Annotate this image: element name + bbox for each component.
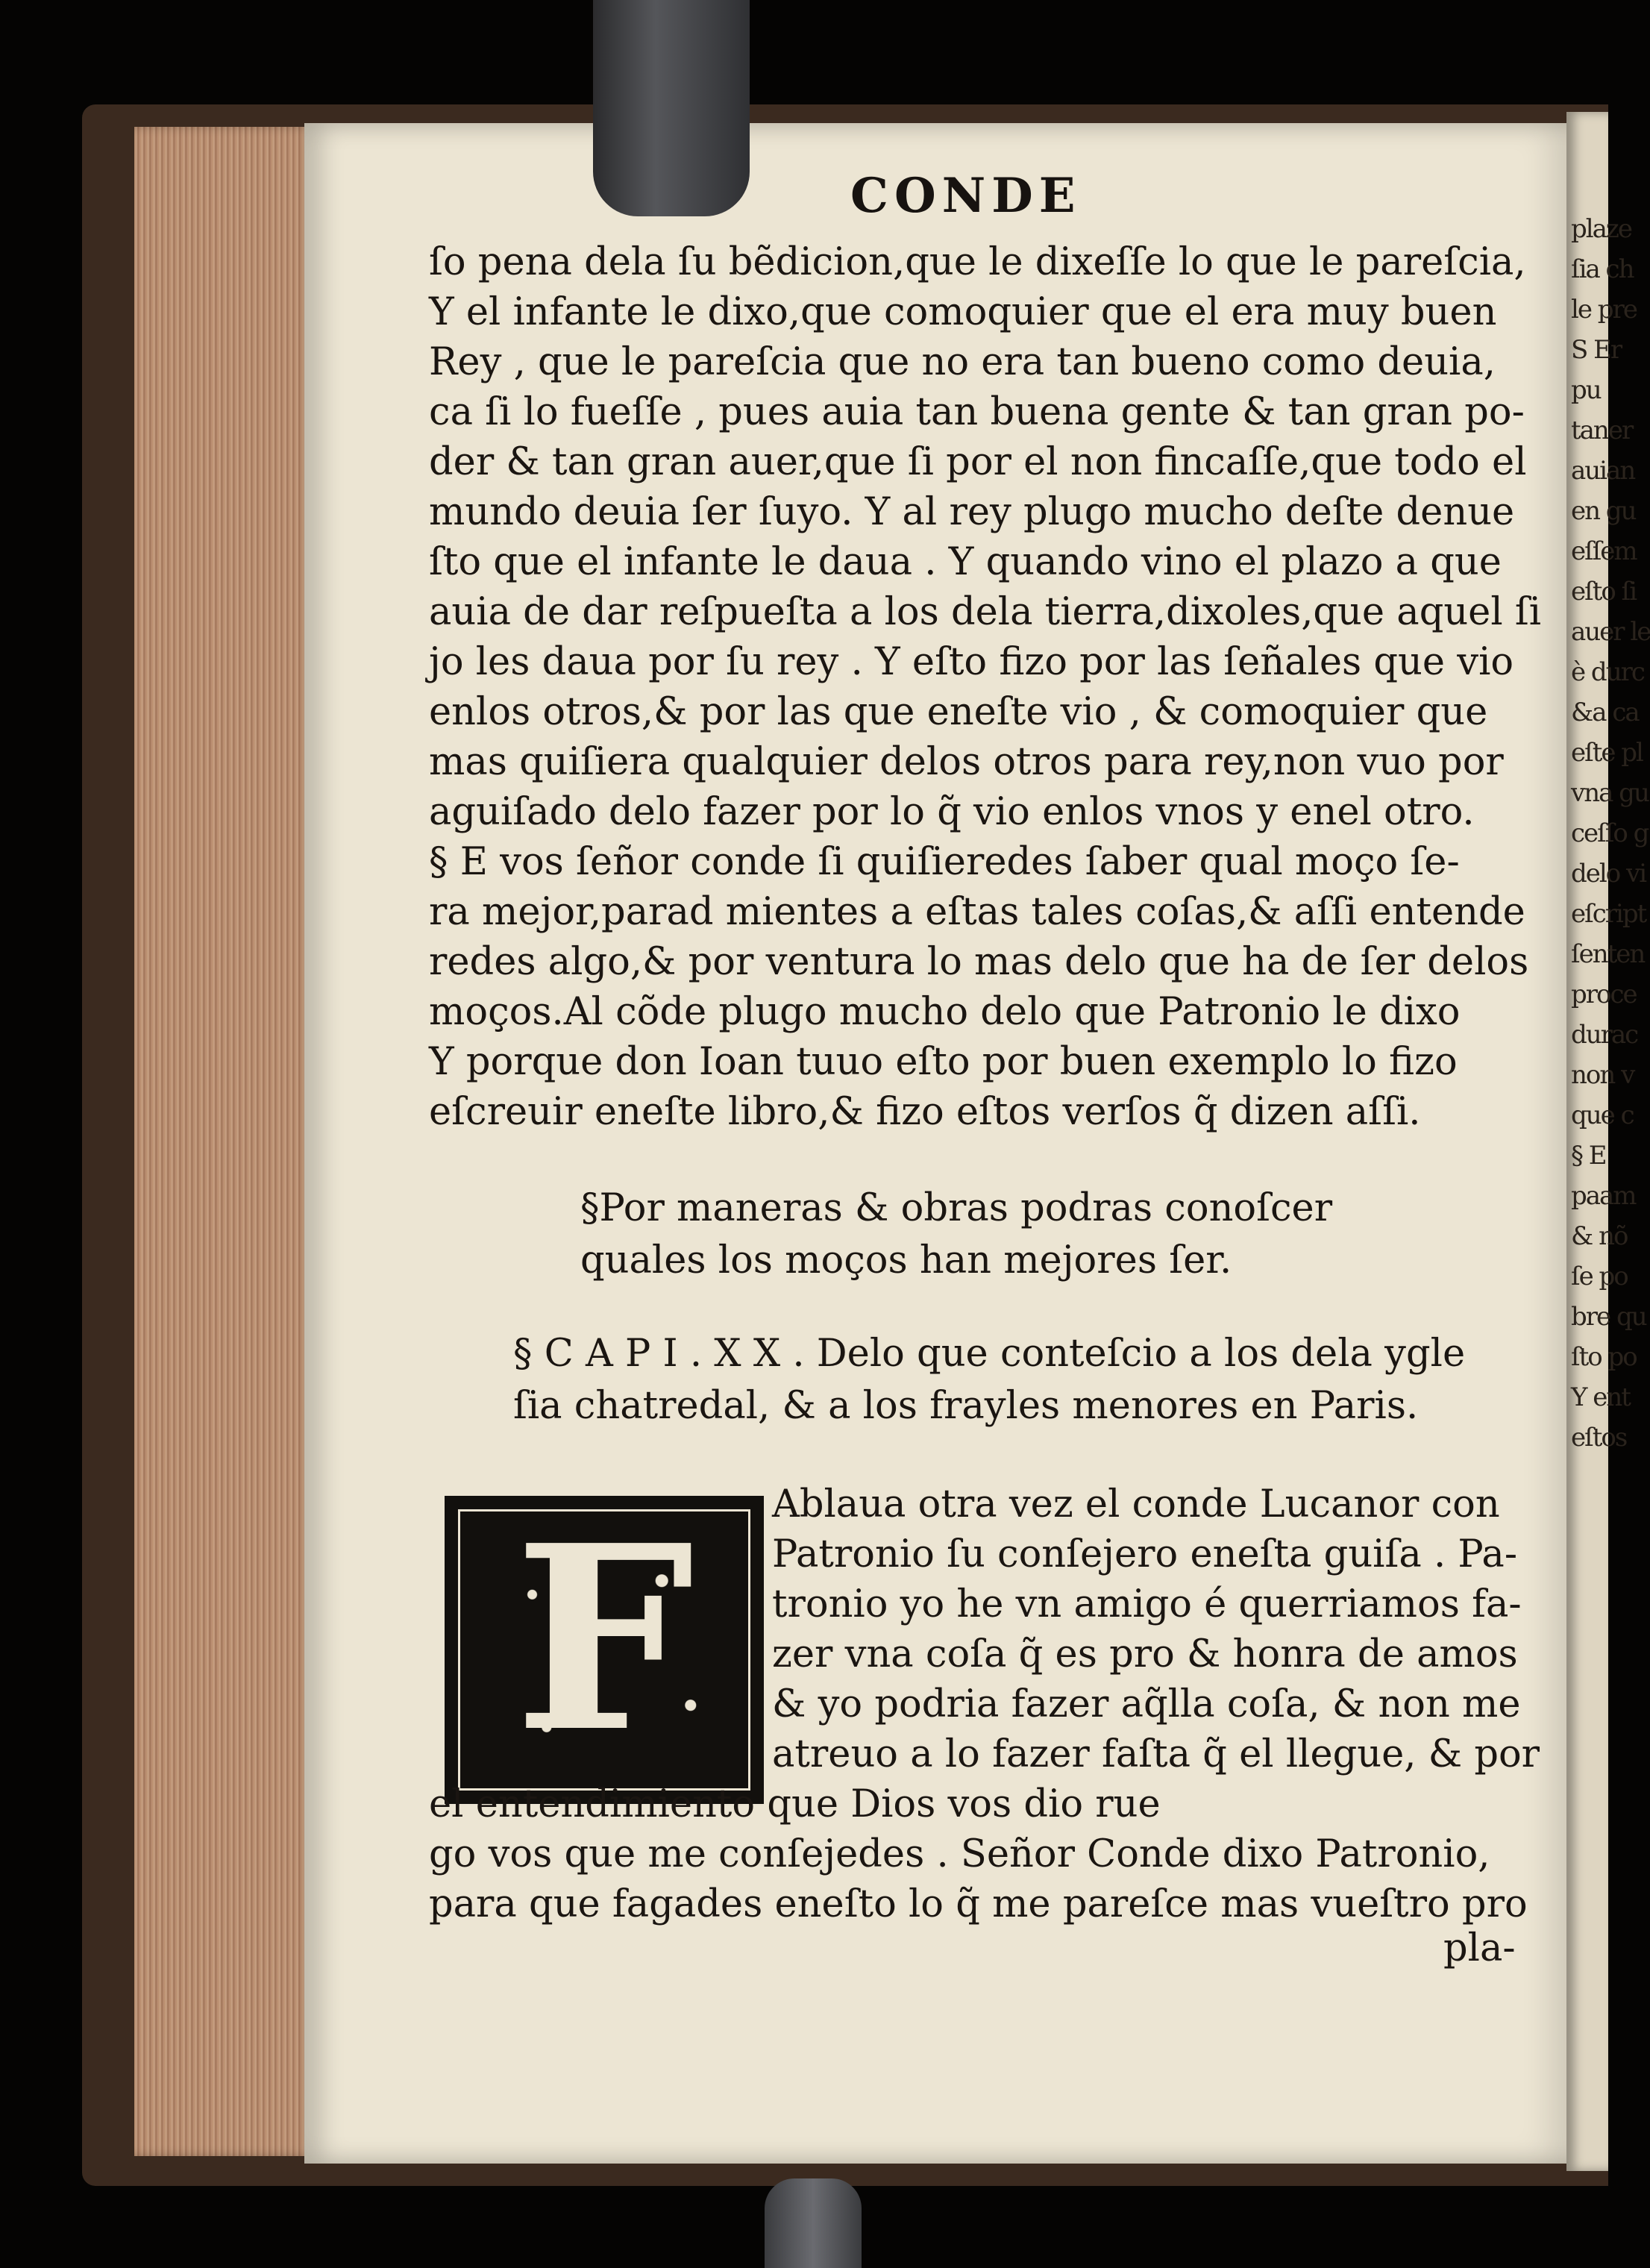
text-line: Patronio ſu conſejero eneſta guiſa . Pa- <box>772 1532 1518 1576</box>
text-line: ſto que el infante le daua . Y quando vino el plazo a que <box>429 540 1502 584</box>
page-clip-bottom <box>765 2178 862 2268</box>
facing-line: Y ent <box>1571 1382 1630 1412</box>
facing-line: S Er <box>1571 335 1622 365</box>
text-line: jo les daua por ſu rey . Y eſto fizo por las ſeñales que vio <box>429 640 1514 684</box>
facing-line: auian <box>1571 456 1635 486</box>
facing-line: eſto ſi <box>1571 577 1637 607</box>
facing-line: eſſem <box>1571 536 1637 566</box>
text-line: tronio yo he vn amigo é querriamos fa- <box>772 1582 1522 1626</box>
facing-line: plaze <box>1571 214 1631 244</box>
chapter-line: ſia chatredal, & a los frayles menores en Paris. <box>513 1384 1419 1428</box>
facing-line: taner <box>1571 416 1633 445</box>
text-line: enlos otros,& por las que eneſte vio , & comoquier que <box>429 690 1488 734</box>
text-line: atreuo a lo fazer faſta q̃ el llegue, & por <box>772 1732 1540 1776</box>
chapter-heading <box>513 1328 1465 1432</box>
facing-line: ſia ch <box>1571 254 1634 284</box>
text-line: para que fagades eneſto lo q̃ me pareſce mas vueſtro pro <box>429 1882 1528 1926</box>
facing-line: paam <box>1571 1181 1636 1211</box>
text-line: redes algo,& por ventura lo mas delo que ha de ſer delos <box>429 940 1529 984</box>
facing-line: § E <box>1571 1141 1606 1171</box>
decorated-initial <box>445 1491 764 1804</box>
text-line: zer vna coſa q̃ es pro & honra de amos <box>772 1632 1518 1676</box>
facing-line: pu <box>1571 375 1601 405</box>
text-line: el entendimiento que Dios vos dio rue <box>429 1782 1161 1826</box>
facing-line: le pre <box>1571 295 1637 325</box>
facing-line: eſcript <box>1571 899 1646 929</box>
facing-line: durac <box>1571 1020 1638 1050</box>
facing-line: eſtos <box>1571 1423 1627 1453</box>
text-line: Y porque don Ioan tuuo eſto por buen exemplo lo fizo <box>429 1040 1458 1084</box>
text-line: moços.Al cõde plugo mucho delo que Patronio le dixo <box>429 990 1461 1034</box>
catchword: pla- <box>1443 1926 1516 1970</box>
text-line: mas quiſiera qualquier delos otros para rey,non vuo por <box>429 740 1504 784</box>
closing-text-block <box>429 1779 1528 1929</box>
main-text-block <box>429 237 1542 1137</box>
text-line: Rey , que le pareſcia que no era tan bueno como deuia, <box>429 340 1496 384</box>
facing-line: & nõ <box>1571 1221 1628 1251</box>
facing-line: ceſſo g <box>1571 818 1649 848</box>
facing-line: que c <box>1571 1100 1634 1130</box>
facing-line: è durc <box>1571 657 1644 687</box>
text-line: eſcreuir eneſte libro,& fizo eſtos verſos q̃ dizen aſſi. <box>429 1090 1421 1134</box>
facing-line: ſe po <box>1571 1262 1628 1291</box>
facing-line: vna gu <box>1571 778 1649 808</box>
text-line: der & tan gran auer,que ſi por el non fincaſſe,que todo el <box>429 440 1527 484</box>
text-line: aguiſado delo fazer por lo q̃ vio enlos vnos y enel otro. <box>429 790 1475 834</box>
facing-line: en gu <box>1571 496 1636 526</box>
text-line: ra mejor,parad mientes a eſtas tales coſas,& aſſi entende <box>429 890 1525 934</box>
text-line: & yo podria fazer aq̃lla coſa, & non me <box>772 1682 1521 1726</box>
text-line: ca ſi lo fueſſe , pues auia tan buena gente & tan gran po- <box>429 390 1525 434</box>
facing-line: &a ca <box>1571 698 1639 727</box>
page-edges <box>134 127 313 2156</box>
text-line: mundo deuia ſer ſuyo. Y al rey plugo mucho deſte denue <box>429 490 1515 534</box>
facing-line: eſte pl <box>1571 738 1643 768</box>
running-head: CONDE <box>850 168 1082 224</box>
verse-block <box>580 1182 1332 1287</box>
facing-line: delo vi <box>1571 859 1646 889</box>
facing-page-text <box>1566 209 1650 1458</box>
chapter-line: § C A P I . X X . Delo que conteſcio a los dela ygle <box>513 1332 1466 1376</box>
text-line: Ablaua otra vez el conde Lucanor con <box>772 1482 1500 1526</box>
facing-line: bre qu <box>1571 1302 1646 1332</box>
page-clip-top <box>593 0 750 216</box>
facing-line: non v <box>1571 1060 1634 1090</box>
verse-line: §Por maneras & obras podras conoſcer <box>580 1186 1333 1230</box>
facing-line: ſenten <box>1571 939 1645 969</box>
text-line: auia de dar reſpueſta a los dela tierra,dixoles,que aquel ſi <box>429 590 1542 634</box>
text-line: § E vos ſeñor conde ſi quiſieredes ſaber qual moço ſe- <box>429 840 1460 884</box>
verse-line: quales los moços han mejores ſer. <box>580 1238 1232 1282</box>
facing-line: ſto po <box>1571 1342 1637 1372</box>
text-line: ſo pena dela ſu bẽdicion,que le dixeſſe lo que le pareſcia, <box>429 240 1526 284</box>
facing-page-edge <box>1566 112 1650 2171</box>
initial-side-text <box>772 1479 1540 1779</box>
facing-line: auer le <box>1571 617 1650 647</box>
facing-line: proce <box>1571 980 1637 1009</box>
text-line: Y el infante le dixo,que comoquier que el era muy buen <box>429 290 1497 334</box>
initial-letter: F <box>514 1491 694 1788</box>
text-line: go vos que me conſejedes . Señor Conde dixo Patronio, <box>429 1832 1490 1876</box>
